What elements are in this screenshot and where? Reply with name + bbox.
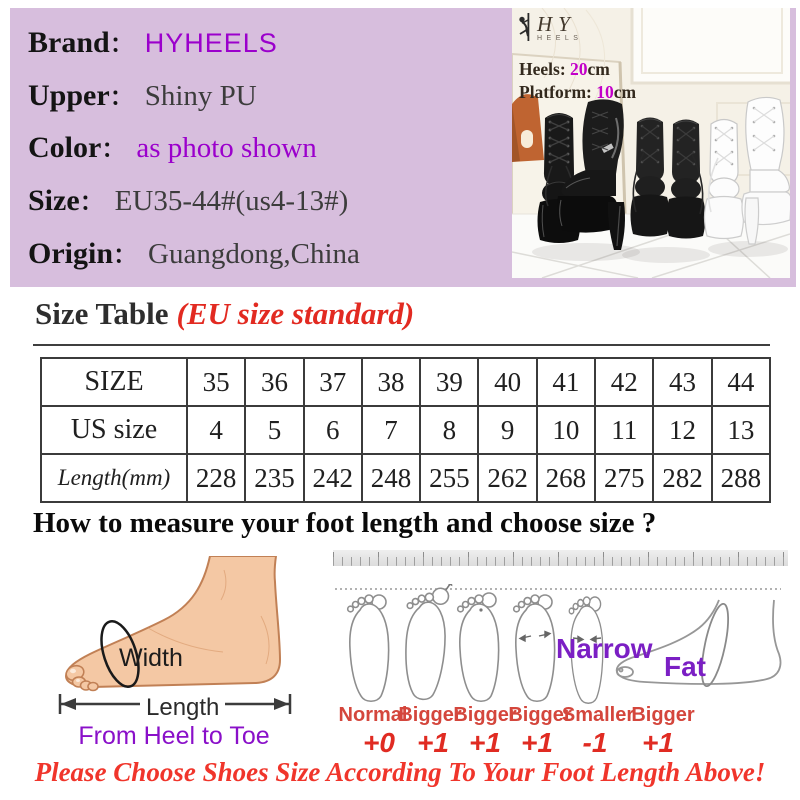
info-row-brand xyxy=(28,24,278,60)
table-row-eu-size: SIZE 35 36 37 38 39 40 41 42 43 44 xyxy=(41,358,770,406)
foot-side-illustration xyxy=(28,556,320,714)
colon: ： xyxy=(79,189,105,216)
photo-scene xyxy=(512,8,790,278)
size-adjust-value: +0 xyxy=(363,727,395,758)
colon: ： xyxy=(101,136,127,163)
foot-outline-normal xyxy=(348,595,389,701)
logo-sub-text: HEELS xyxy=(537,35,583,42)
upper-value: Shiny PU xyxy=(144,80,257,112)
upper-label: Upper xyxy=(28,79,110,112)
title-rule xyxy=(33,344,770,346)
color-value: as photo shown xyxy=(136,132,317,164)
product-info-panel xyxy=(10,8,796,287)
footer-notice: Please Choose Shoes Size According To Your Foot Length Above! xyxy=(34,757,766,787)
origin-value: Guangdong,China xyxy=(148,238,360,270)
row-label: Length(mm) xyxy=(41,454,187,502)
foot-outline-long-toe xyxy=(399,584,453,701)
brand-value: HYHEELS xyxy=(144,28,278,58)
pole-dancer-icon xyxy=(517,13,533,41)
color-label: Color xyxy=(28,131,102,164)
info-row-color xyxy=(28,129,317,165)
foot-type-label: Normal xyxy=(338,704,408,726)
origin-label: Origin xyxy=(28,237,114,270)
colon: ： xyxy=(109,84,135,111)
row-label: US size xyxy=(41,406,187,454)
size-table xyxy=(40,357,771,503)
width-label: Width xyxy=(119,644,183,672)
foot-type-label: Bigger xyxy=(508,704,572,726)
hy-heels-logo xyxy=(517,13,582,42)
size-adjust-value: +1 xyxy=(469,727,501,758)
product-photo xyxy=(512,8,790,278)
foot-outline-wide xyxy=(514,595,555,701)
foot-type-label: Bigger xyxy=(631,704,695,726)
heel-to-toe-label: From Heel to Toe xyxy=(78,722,270,750)
row-label: SIZE xyxy=(41,358,187,406)
colon: ： xyxy=(109,31,135,58)
heels-spec: Heels: 20cm xyxy=(519,59,610,79)
foot-outline-dot xyxy=(458,593,499,701)
size-adjust-value: -1 xyxy=(582,727,608,758)
info-row-size xyxy=(28,182,348,218)
size-label: Size xyxy=(28,184,80,217)
heels-value: 20 xyxy=(570,59,588,79)
foot-type-label: Bigger xyxy=(398,704,462,726)
fat-label: Fat xyxy=(664,651,706,682)
size-table-title: Size Table (EU size standard) xyxy=(35,296,415,331)
logo-script-text: HY xyxy=(537,12,576,36)
narrow-label: Narrow xyxy=(556,633,653,664)
info-row-upper xyxy=(28,77,257,113)
size-adjust-value: +1 xyxy=(417,727,449,758)
ruler-graphic xyxy=(333,550,788,566)
size-value: EU35-44#(us4-13#) xyxy=(114,185,349,217)
platform-value: 10 xyxy=(596,82,614,102)
platform-spec: Platform: 10cm xyxy=(519,82,637,102)
length-label: Length xyxy=(140,694,225,722)
size-table-subtitle: (EU size standard) xyxy=(176,296,415,331)
wall-molding xyxy=(632,8,790,83)
info-row-origin xyxy=(28,235,360,271)
brand-label: Brand xyxy=(28,26,110,59)
foot-type-label: Smaller xyxy=(561,704,635,726)
colon: ： xyxy=(113,242,139,269)
size-adjust-value: +1 xyxy=(521,727,553,758)
foot-type-label: Bigger xyxy=(453,704,517,726)
table-row-us-size: US size 4 5 6 7 8 9 10 11 12 13 xyxy=(41,406,770,454)
measure-heading: How to measure your foot length and choose size ? xyxy=(33,507,657,539)
table-row-length: Length(mm) 228 235 242 248 255 262 268 275 282 288 xyxy=(41,454,770,502)
size-adjust-value: +1 xyxy=(642,727,674,758)
